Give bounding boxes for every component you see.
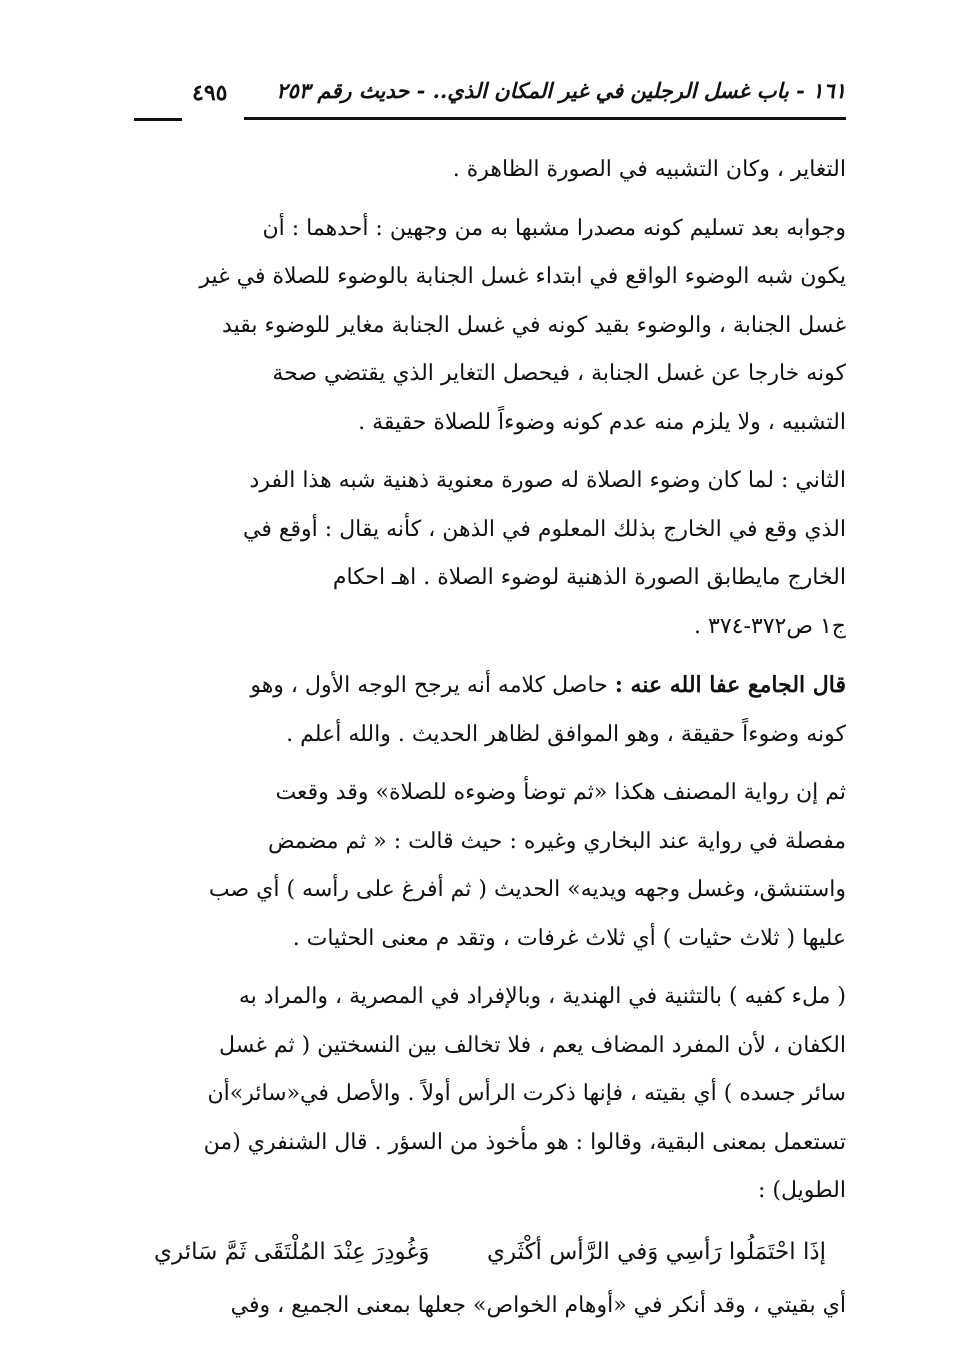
text-line: واستنشق، وغسل وجهه ويديه» الحديث ( ثم أفرغ على رأسه ) أي صب <box>208 877 846 902</box>
paragraph <box>134 769 846 963</box>
body-text <box>134 146 846 1340</box>
paragraph <box>134 205 846 448</box>
text-line: تستعمل بمعنى البقية، وقالوا : هو مأخوذ من السؤر . قال الشنفري (من <box>203 1129 846 1155</box>
text-line: ( ملء كفيه ) بالتثنية في الهندية ، وبالإفراد في المصرية ، والمراد به <box>238 984 846 1009</box>
text-line <box>134 661 846 711</box>
paragraph <box>134 973 846 1216</box>
text-line: عليها ( ثلاث حثيات ) أي ثلاث غرفات ، وتقد م معنى الحثيات . <box>292 925 846 951</box>
poetry-verse <box>154 1226 826 1278</box>
text-line: التشبيه ، ولا يلزم منه عدم كونه وضوءاً للصلاة حقيقة . <box>358 409 846 435</box>
page-number: ٤٩٥ <box>192 80 228 106</box>
text-line: التغاير ، وكان التشبيه في الصورة الظاهرة . <box>452 157 846 182</box>
text-line: غسل الجنابة ، والوضوء بقيد كونه في غسل الجنابة مغاير للوضوء بقيد <box>222 312 846 338</box>
paragraph <box>134 146 846 195</box>
text-line: الثاني : لما كان وضوء الصلاة له صورة معنوية ذهنية شبه هذا الفرد <box>249 468 846 493</box>
paragraph <box>134 1282 846 1331</box>
text-run: حاصل كلامه أنه يرجح الوجه الأول ، وهو <box>250 673 615 698</box>
text-line: كونه خارجا عن غسل الجنابة ، فيحصل التغاير الذي يقتضي صحة <box>272 361 846 386</box>
header-rule <box>244 117 846 120</box>
verse-second-hemistich: وَغُودِرَ عِنْدَ المُلْتَقَى ثَمَّ سَائري <box>154 1238 430 1265</box>
text-line: سائر جسده ) أي بقيته ، فإنها ذكرت الرأس أولاً . والأصل في«سائر»أن <box>207 1081 846 1106</box>
text-line: الكفان ، لأن المفرد المضاف يعم ، فلا تخالف بين النسختين ( ثم غسل <box>219 1032 846 1058</box>
text-line: كونه وضوءاً حقيقة ، وهو الموافق لظاهر الحديث . والله أعلم . <box>286 721 846 747</box>
page-header <box>134 78 846 122</box>
paragraph <box>134 457 846 651</box>
text-line: الخارج مايطابق الصورة الذهنية لوضوء الصلاة . اهـ احكام <box>332 565 846 590</box>
running-header-title: ١٦١ - باب غسل الرجلين في غير المكان الذي.. - حديث رقم ٢٥٣ <box>276 78 846 103</box>
text-line: ج١ ص٣٧٢-٣٧٤ . <box>694 613 846 639</box>
text-line: يكون شبه الوضوء الواقع في ابتداء غسل الجنابة بالوضوء للصلاة في غير <box>199 264 846 289</box>
verse-first-hemistich: إذَا احْتَمَلُوا رَأسِي وَفي الرَّأس أكْثَري <box>486 1238 826 1265</box>
bold-lead: قال الجامع عفا الله عنه : <box>614 672 846 698</box>
text-line: الذي وقع في الخارج بذلك المعلوم في الذهن ، كأنه يقال : أوقع في <box>242 516 846 542</box>
paragraph <box>134 661 846 759</box>
text-line: وجوابه بعد تسليم كونه مصدرا مشبها به من وجهين : أحدهما : أن <box>262 215 846 241</box>
text-line: الطويل) : <box>758 1178 846 1203</box>
text-line: مفصلة في رواية عند البخاري وغيره : حيث قالت : « ثم مضمض <box>267 828 846 854</box>
header-rule-left <box>134 118 182 121</box>
text-line: أي بقيتي ، وقد أنكر في «أوهام الخواص» جعلها بمعنى الجميع ، وفي <box>230 1292 846 1318</box>
text-line: ثم إن رواية المصنف هكذا «ثم توضأ وضوءه للصلاة» وقد وقعت <box>275 780 846 805</box>
